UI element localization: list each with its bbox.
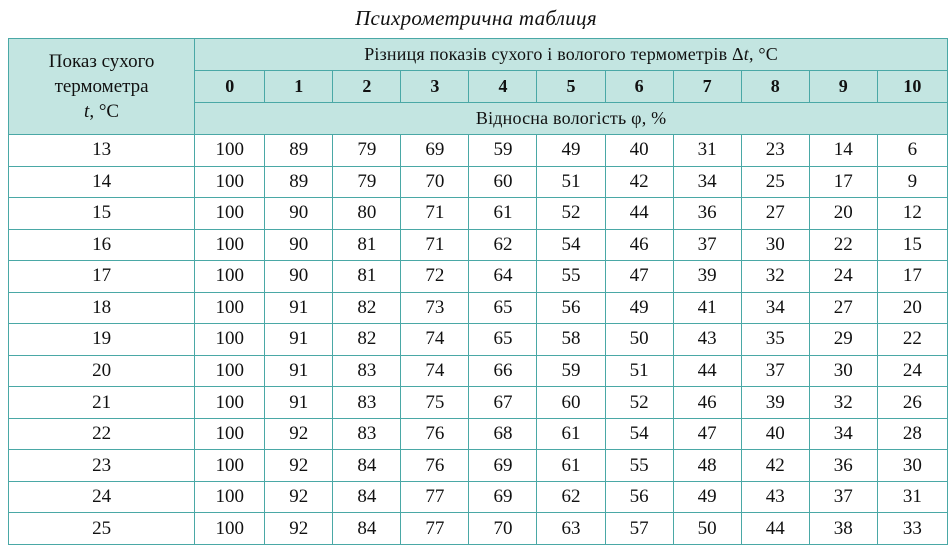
table-body [9,135,948,545]
dry-temperature-cell: 25 [9,513,195,545]
humidity-cell: 100 [195,324,265,356]
humidity-cell: 100 [195,229,265,261]
humidity-cell: 65 [469,324,537,356]
humidity-cell: 55 [605,450,673,482]
humidity-cell: 92 [265,450,333,482]
humidity-cell: 36 [673,198,741,230]
humidity-cell: 41 [673,292,741,324]
humidity-cell: 34 [673,166,741,198]
humidity-cell: 69 [469,450,537,482]
humidity-cell: 60 [469,166,537,198]
humidity-cell: 69 [469,481,537,513]
humidity-cell: 100 [195,198,265,230]
humidity-cell: 31 [877,481,947,513]
humidity-cell: 92 [265,418,333,450]
humidity-cell: 83 [333,387,401,419]
humidity-cell: 52 [605,387,673,419]
dry-temperature-cell: 20 [9,355,195,387]
dry-temperature-cell: 24 [9,481,195,513]
humidity-cell: 50 [605,324,673,356]
humidity-cell: 100 [195,135,265,167]
dry-temperature-cell: 23 [9,450,195,482]
delta-column-header: 2 [333,71,401,103]
humidity-cell: 65 [469,292,537,324]
humidity-cell: 90 [265,198,333,230]
humidity-cell: 91 [265,292,333,324]
humidity-cell: 52 [537,198,605,230]
humidity-cell: 23 [741,135,809,167]
humidity-cell: 100 [195,355,265,387]
humidity-cell: 42 [605,166,673,198]
humidity-cell: 62 [537,481,605,513]
humidity-cell: 70 [401,166,469,198]
humidity-cell: 72 [401,261,469,293]
humidity-cell: 12 [877,198,947,230]
humidity-cell: 17 [877,261,947,293]
humidity-cell: 34 [809,418,877,450]
table-row [9,481,948,513]
humidity-cell: 89 [265,166,333,198]
humidity-cell: 84 [333,481,401,513]
humidity-cell: 20 [809,198,877,230]
humidity-cell: 36 [809,450,877,482]
humidity-cell: 83 [333,355,401,387]
humidity-cell: 66 [469,355,537,387]
table-row [9,418,948,450]
humidity-cell: 79 [333,135,401,167]
table-row [9,450,948,482]
table-row [9,198,948,230]
humidity-cell: 30 [877,450,947,482]
humidity-cell: 60 [537,387,605,419]
humidity-cell: 54 [605,418,673,450]
humidity-cell: 84 [333,450,401,482]
dry-temperature-cell: 16 [9,229,195,261]
humidity-cell: 81 [333,261,401,293]
humidity-cell: 37 [809,481,877,513]
humidity-cell: 70 [469,513,537,545]
delta-column-header: 0 [195,71,265,103]
difference-header [195,39,948,71]
dry-temperature-cell: 22 [9,418,195,450]
humidity-cell: 56 [605,481,673,513]
humidity-cell: 100 [195,450,265,482]
humidity-cell: 100 [195,418,265,450]
diff-label-var: t [743,44,749,64]
humidity-cell: 79 [333,166,401,198]
humidity-cell: 33 [877,513,947,545]
humidity-cell: 89 [265,135,333,167]
humidity-cell: 100 [195,292,265,324]
humidity-cell: 15 [877,229,947,261]
humidity-cell: 100 [195,261,265,293]
humidity-cell: 6 [877,135,947,167]
humidity-cell: 83 [333,418,401,450]
humidity-cell: 100 [195,166,265,198]
humidity-cell: 9 [877,166,947,198]
humidity-cell: 51 [605,355,673,387]
humidity-cell: 40 [741,418,809,450]
table-row [9,166,948,198]
humidity-header: Відносна вологість φ, % [195,103,948,135]
delta-column-header: 8 [741,71,809,103]
humidity-cell: 58 [537,324,605,356]
humidity-cell: 92 [265,481,333,513]
humidity-cell: 55 [537,261,605,293]
delta-column-header: 1 [265,71,333,103]
humidity-cell: 30 [741,229,809,261]
humidity-cell: 100 [195,387,265,419]
delta-column-header: 5 [537,71,605,103]
humidity-cell: 39 [741,387,809,419]
delta-column-header: 7 [673,71,741,103]
delta-column-header: 4 [469,71,537,103]
humidity-cell: 24 [877,355,947,387]
humidity-cell: 25 [741,166,809,198]
humidity-cell: 27 [809,292,877,324]
humidity-cell: 74 [401,324,469,356]
humidity-cell: 38 [809,513,877,545]
humidity-cell: 59 [537,355,605,387]
humidity-cell: 48 [673,450,741,482]
humidity-cell: 49 [537,135,605,167]
dry-label-line2: термометра [54,76,149,97]
humidity-cell: 68 [469,418,537,450]
humidity-cell: 62 [469,229,537,261]
table-row [9,292,948,324]
humidity-cell: 56 [537,292,605,324]
humidity-cell: 20 [877,292,947,324]
table-row [9,387,948,419]
humidity-cell: 35 [741,324,809,356]
dry-temperature-cell: 19 [9,324,195,356]
dry-temperature-cell: 14 [9,166,195,198]
humidity-cell: 34 [741,292,809,324]
humidity-cell: 67 [469,387,537,419]
humidity-cell: 50 [673,513,741,545]
table-row [9,229,948,261]
humidity-cell: 28 [877,418,947,450]
humidity-cell: 29 [809,324,877,356]
table-row [9,135,948,167]
humidity-cell: 61 [537,450,605,482]
humidity-cell: 71 [401,198,469,230]
humidity-cell: 17 [809,166,877,198]
humidity-cell: 39 [673,261,741,293]
humidity-cell: 51 [537,166,605,198]
humidity-cell: 43 [673,324,741,356]
humidity-cell: 77 [401,513,469,545]
humidity-cell: 32 [741,261,809,293]
delta-column-header: 9 [809,71,877,103]
humidity-cell: 100 [195,513,265,545]
humidity-cell: 42 [741,450,809,482]
humidity-cell: 54 [537,229,605,261]
diff-label-unit: , °C [748,44,778,64]
humidity-cell: 46 [605,229,673,261]
humidity-cell: 59 [469,135,537,167]
humidity-cell: 81 [333,229,401,261]
table-row [9,355,948,387]
humidity-cell: 40 [605,135,673,167]
dry-temperature-cell: 21 [9,387,195,419]
humidity-cell: 37 [673,229,741,261]
humidity-cell: 76 [401,418,469,450]
humidity-cell: 37 [741,355,809,387]
table-row [9,261,948,293]
humidity-cell: 73 [401,292,469,324]
table-row [9,324,948,356]
humidity-cell: 27 [741,198,809,230]
humidity-cell: 75 [401,387,469,419]
humidity-cell: 14 [809,135,877,167]
humidity-cell: 22 [877,324,947,356]
delta-column-header: 6 [605,71,673,103]
humidity-cell: 84 [333,513,401,545]
delta-column-header: 10 [877,71,947,103]
humidity-cell: 22 [809,229,877,261]
humidity-cell: 44 [741,513,809,545]
dry-label-unit: , °C [89,101,120,122]
delta-column-header: 3 [401,71,469,103]
humidity-cell: 82 [333,324,401,356]
humidity-cell: 92 [265,513,333,545]
psychrometric-table [8,38,948,545]
humidity-cell: 63 [537,513,605,545]
humidity-cell: 49 [673,481,741,513]
dry-temperature-cell: 15 [9,198,195,230]
humidity-cell: 77 [401,481,469,513]
humidity-cell: 91 [265,324,333,356]
humidity-cell: 49 [605,292,673,324]
table-title: Психрометрична таблиця [355,6,597,30]
humidity-cell: 26 [877,387,947,419]
humidity-cell: 80 [333,198,401,230]
dry-temperature-cell: 18 [9,292,195,324]
humidity-cell: 91 [265,355,333,387]
humidity-cell: 44 [605,198,673,230]
dry-temperature-cell: 17 [9,261,195,293]
humidity-cell: 24 [809,261,877,293]
diff-label-prefix: Різниця показів сухого і вологого термометрів Δ [364,44,744,64]
dry-label-var: t [84,101,90,122]
humidity-cell: 100 [195,481,265,513]
humidity-cell: 91 [265,387,333,419]
humidity-cell: 61 [537,418,605,450]
humidity-cell: 71 [401,229,469,261]
humidity-cell: 46 [673,387,741,419]
humidity-cell: 47 [673,418,741,450]
humidity-cell: 90 [265,261,333,293]
humidity-cell: 74 [401,355,469,387]
humidity-cell: 82 [333,292,401,324]
humidity-cell: 32 [809,387,877,419]
dry-label-line1: Показ сухого [48,51,155,72]
dry-thermometer-header [9,39,195,135]
humidity-cell: 69 [401,135,469,167]
humidity-cell: 31 [673,135,741,167]
humidity-cell: 64 [469,261,537,293]
humidity-cell: 43 [741,481,809,513]
humidity-cell: 90 [265,229,333,261]
humidity-cell: 47 [605,261,673,293]
humidity-cell: 30 [809,355,877,387]
humidity-cell: 76 [401,450,469,482]
humidity-cell: 61 [469,198,537,230]
dry-temperature-cell: 13 [9,135,195,167]
table-row [9,513,948,545]
humidity-cell: 44 [673,355,741,387]
humidity-cell: 57 [605,513,673,545]
